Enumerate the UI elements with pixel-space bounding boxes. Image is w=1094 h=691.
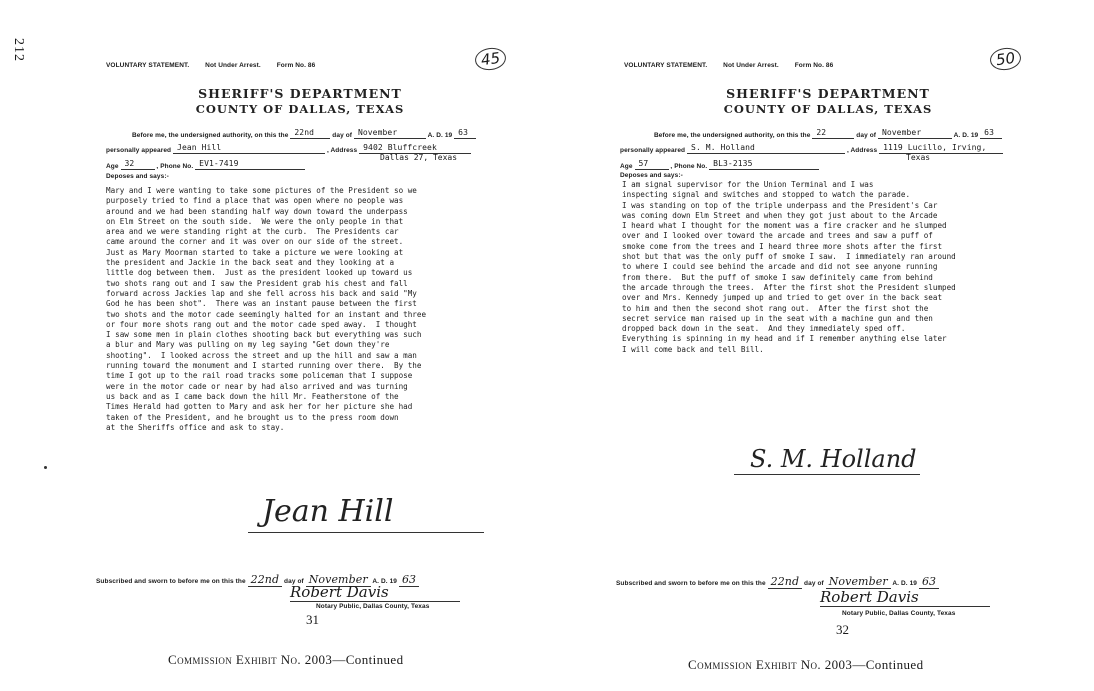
statement-text: Mary and I were wanting to take some pictures of the President so we purposely tried to find a place that was open where no people was around and we had been standing half way down toward the underpass on Elm Street on the south side. We were the only people in that area and we were standing right at the curb. The Presidents car came around the corner and it was over on our side of the street. Just as Mary Moorman started to take a picture we were looking at the president and Jackie in the back seat and they looking at a little dog between them. Just as the president looked up toward us two shots rang out and I saw the President grab his chest and fall forward across Jackies lap and she fell across his back and said "My God he has been shot". There was an instant pause between the first two shots and the motor cade seemingly halted for an instant and three or four more shots rang out and the motor cade sped away. I thought I saw some men in plain clothes shooting back but everything was such a blur and Mary was pulling on my leg saying "Get down they're shooting". I looked across the street and up the hill and saw a man running toward the monument and I started running over there. By the time I got up to the rail road tracks some policeman that I suppose were in the motor cade or near by had also arrived and was turning us back and as I came back down the hill Mr. Featherstone of the Times Herald had gotten to Mary and ask her for her picture she had taken of the President, and he brought us to the press room down at the Sheriffs office and ask to stay. [106, 186, 427, 432]
address-field: 9402 Bluffcreek [359, 143, 471, 154]
circled-page-number: 50 [989, 46, 1023, 72]
name-field: Jean Hill [173, 143, 325, 154]
oath-month-field: November [826, 575, 891, 589]
day-of-label: day of [332, 132, 353, 139]
name-row [620, 143, 1003, 154]
address-label: , Address [326, 147, 358, 154]
voluntary-statement-label: VOLUNTARY STATEMENT. [106, 62, 190, 69]
day-field: 22 [812, 128, 854, 139]
notary-label: Notary Public, Dallas County, Texas [316, 603, 430, 610]
year-field: 63 [980, 128, 1002, 139]
date-row [654, 128, 1002, 139]
year-field: 63 [454, 128, 476, 139]
month-field: November [354, 128, 426, 139]
address-line-2: Dallas 27, Texas [380, 153, 458, 162]
not-under-arrest-label: Not Under Arrest. [205, 62, 261, 69]
oath-day-field: 22nd [248, 573, 283, 587]
date-row [132, 128, 476, 139]
not-under-arrest-label: Not Under Arrest. [723, 62, 779, 69]
stray-mark [44, 466, 47, 469]
day-of-label: day of [856, 132, 877, 139]
oath-day-field: 22nd [768, 575, 803, 589]
oath-year-field: 63 [919, 575, 939, 589]
caption-suffix: 2003—Continued [304, 652, 404, 667]
notary-signature: Robert Davis [290, 583, 460, 602]
folio-number: 31 [306, 612, 319, 627]
notary-label: Notary Public, Dallas County, Texas [842, 610, 956, 617]
deponent-signature: Jean Hill [262, 494, 394, 529]
exhibit-caption [168, 652, 403, 668]
oath-row [616, 575, 939, 588]
phone-field: BL3-2135 [709, 159, 819, 170]
deposes-label: Deposes and says:- [620, 172, 683, 179]
personally-appeared-label: personally appeared [106, 147, 172, 154]
county-title: COUNTY OF DALLAS, TEXAS [723, 102, 933, 116]
subscribed-label: Subscribed and sworn to before me on this the [616, 580, 766, 587]
age-label: Age [620, 163, 633, 170]
voluntary-statement-label: VOLUNTARY STATEMENT. [624, 62, 708, 69]
form-number: Form No. 86 [794, 62, 834, 69]
oath-day-of-label: day of [804, 580, 824, 587]
circled-page-number: 45 [474, 46, 508, 72]
form-number: Form No. 86 [276, 62, 316, 69]
county-title: COUNTY OF DALLAS, TEXAS [195, 102, 405, 116]
subscribed-label: Subscribed and sworn to before me on this the [96, 578, 246, 585]
statement-sheet-right [598, 0, 1068, 691]
signature-line [734, 474, 920, 475]
page-number: 212 [11, 38, 26, 62]
name-field: S. M. Holland [687, 143, 845, 154]
age-row [106, 159, 305, 170]
caption-prefix: Commission Exhibit No. [688, 657, 822, 672]
age-row [620, 159, 819, 170]
statement-text: I am signal supervisor for the Union Terminal and I was inspecting signal and switches and stopped to watch the parade. I was standing on top of the triple underpass and the President's Car was coming down Elm Street and when they got just about to the Arcade I heard what I thought for the moment was a fire cracker and he slumped over and I looked over toward the arcade and trees and saw a puff of smoke come from the trees and I heard three more shots after the first shot but that was the only puff of smoke I saw. I immediately ran around to where I could see behind the arcade and did not see anyone running from there. But the puff of smoke I saw definitely came from behind the arcade through the trees. After the first shot the President slumped over and Mrs. Kennedy jumped up and tried to get over in the back seat to him and then the second shot rang out. After the first shot the secret service man raised up in the seat with a machine gun and then dropped back down in the seat. And they immediately sped off. Everything is spinning in my head and if I remember anything else later I will come back and tell Bill. [622, 180, 956, 354]
department-title: SHERIFF'S DEPARTMENT [198, 86, 402, 101]
caption-prefix: Commission Exhibit No. [168, 652, 302, 667]
statement-sheet-left [80, 0, 520, 691]
ad-label: A. D. 19 [953, 132, 979, 139]
oath-month-field: November [306, 573, 371, 587]
deposes-label: Deposes and says:- [106, 173, 169, 180]
form-header [106, 62, 329, 69]
notary-signature: Robert Davis [820, 588, 990, 607]
address-line-2: Texas [906, 153, 931, 162]
department-title: SHERIFF'S DEPARTMENT [726, 86, 930, 101]
folio-number: 32 [836, 622, 849, 637]
address-label: , Address [846, 147, 878, 154]
oath-day-of-label: day of [284, 578, 304, 585]
oath-ad-label: A. D. 19 [372, 578, 398, 585]
age-label: Age [106, 163, 119, 170]
before-me-label: Before me, the undersigned authority, on this the [654, 132, 811, 139]
form-header [624, 62, 847, 69]
address-field: 1119 Lucillo, Irving, [879, 143, 1003, 154]
month-field: November [878, 128, 952, 139]
phone-label: , Phone No. [156, 163, 194, 170]
personally-appeared-label: personally appeared [620, 147, 686, 154]
before-me-label: Before me, the undersigned authority, on this the [132, 132, 289, 139]
oath-ad-label: A. D. 19 [892, 580, 918, 587]
deponent-signature: S. M. Holland [750, 445, 917, 473]
ad-label: A. D. 19 [427, 132, 453, 139]
exhibit-caption [688, 657, 923, 673]
caption-suffix: 2003—Continued [824, 657, 924, 672]
signature-line [248, 532, 484, 533]
day-field: 22nd [290, 128, 330, 139]
age-field: 32 [121, 159, 155, 170]
age-field: 57 [635, 159, 669, 170]
oath-year-field: 63 [399, 573, 419, 587]
phone-field: EV1-7419 [195, 159, 305, 170]
phone-label: , Phone No. [670, 163, 708, 170]
